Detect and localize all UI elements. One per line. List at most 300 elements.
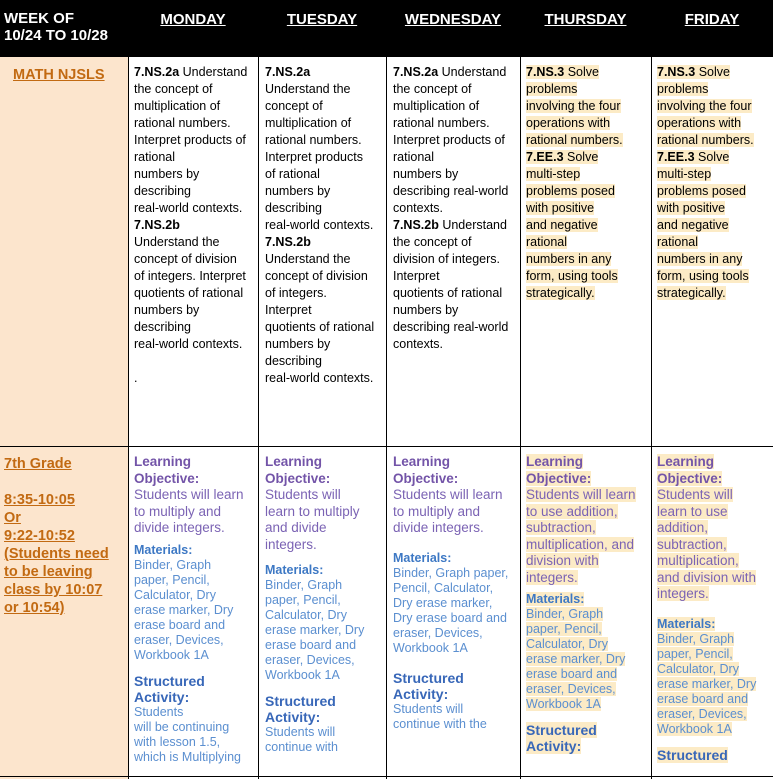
structured-activity-text	[393, 717, 520, 732]
learning-objective-text	[526, 570, 651, 587]
standards-line	[265, 64, 386, 81]
standards-line	[657, 115, 773, 132]
grade-schedule-line: class by 10:07	[4, 582, 103, 598]
standards-line	[265, 115, 386, 132]
standards-line-text	[393, 99, 479, 113]
plan-tuesday	[265, 454, 386, 776]
row-label-grade-schedule	[4, 455, 128, 617]
standard-text: multiplication of	[265, 116, 352, 130]
learning-objective-heading-text: Learning	[393, 454, 451, 469]
standard-text: numbers by	[393, 167, 459, 181]
standard-text: numbers by	[134, 303, 200, 317]
standards-line	[134, 132, 258, 149]
structured-activity-heading-text: Activity:	[265, 709, 321, 725]
standards-line-text	[393, 303, 458, 317]
standard-text: numbers by	[265, 184, 331, 198]
learning-objective-text-text: Students will learn	[134, 487, 244, 502]
learning-objective-heading	[657, 471, 773, 488]
learning-objective-text	[265, 504, 386, 521]
standards-line-text	[134, 218, 180, 232]
plan-monday	[134, 454, 258, 776]
learning-objective-text	[526, 537, 651, 554]
standards-line-text	[526, 201, 594, 215]
learning-objective-heading	[265, 454, 386, 471]
learning-objective-text-text: learn to multiply	[265, 503, 360, 519]
structured-activity-heading	[393, 670, 520, 686]
standards-line	[265, 234, 386, 251]
standards-line-text	[393, 201, 443, 215]
standards-line-text	[657, 286, 726, 300]
standard-text: Interpret products	[265, 150, 363, 164]
standards-line	[265, 183, 386, 200]
standards-line	[134, 285, 258, 302]
materials-text-text: Calculator, Dry	[265, 608, 347, 622]
standard-text: quotients of rational	[393, 286, 503, 300]
standards-line-text	[526, 252, 611, 266]
structured-activity-text-text: which is Multiplying	[134, 749, 241, 764]
standard-text: operations with	[657, 116, 742, 130]
materials-text-text: Workbook 1A	[526, 697, 601, 711]
spacer	[526, 712, 651, 722]
standard-text: rational numbers.	[526, 133, 623, 147]
standards-line-text	[657, 269, 749, 283]
standard-text: form, using tools	[657, 269, 749, 283]
structured-activity-heading-text: Structured	[526, 722, 597, 738]
standards-line	[393, 149, 520, 166]
standards-line	[134, 81, 258, 98]
spacer	[134, 663, 258, 673]
standards-line-text	[657, 167, 711, 181]
learning-objective-heading	[393, 471, 520, 488]
spacer	[393, 537, 520, 551]
structured-activity-text	[265, 725, 386, 740]
learning-objective-text-text: addition,	[657, 520, 709, 535]
structured-activity-text-text: will be continuing	[134, 719, 230, 734]
materials-text	[526, 607, 651, 622]
learning-objective-text	[657, 504, 773, 521]
standards-line	[393, 319, 520, 336]
standards-line-text	[134, 116, 231, 130]
materials-heading-text: Materials:	[526, 592, 585, 606]
standards-line-text	[265, 218, 373, 232]
materials-text	[265, 593, 386, 608]
standards-line	[526, 200, 651, 217]
standards-wednesday	[393, 64, 520, 353]
materials-text-text: paper, Pencil,	[265, 593, 341, 607]
standards-line	[265, 132, 386, 149]
grid-line	[0, 446, 773, 447]
standards-line-text	[393, 150, 434, 164]
learning-objective-text-text: learn to use	[657, 503, 728, 519]
standard-text: Interpret products of	[134, 133, 246, 147]
standard-text: describing	[134, 320, 191, 334]
materials-text-text: erase marker, Dry	[657, 676, 757, 691]
structured-activity-heading	[393, 686, 520, 702]
learning-objective-text	[265, 537, 386, 554]
learning-objective-text-text: integers.	[526, 569, 578, 585]
standard-text: rational numbers.	[393, 116, 490, 130]
standards-line	[393, 234, 520, 251]
learning-objective-heading-text: Learning	[657, 454, 715, 469]
standard-text: Understand	[438, 65, 507, 79]
grade-schedule-line: 8:35-10:05	[4, 492, 75, 508]
standard-text: problems	[657, 82, 709, 96]
structured-activity-heading-text: Activity:	[393, 685, 449, 702]
grade-schedule-line	[4, 473, 128, 491]
standards-line	[657, 268, 773, 285]
grade-schedule-line: 7th Grade	[4, 456, 72, 472]
standard-text: numbers in any	[526, 252, 612, 266]
standards-line	[265, 302, 386, 319]
learning-objective-text-text: integers.	[657, 586, 709, 601]
learning-objective-text	[526, 553, 651, 570]
learning-objective-heading	[134, 471, 258, 488]
standard-text: the concept of	[393, 82, 472, 96]
structured-activity-text-text: continue with the	[393, 716, 487, 731]
standard-text: describing	[265, 354, 322, 368]
standards-line	[134, 183, 258, 200]
grade-schedule-line: 9:22-10:52	[4, 528, 75, 544]
standards-line	[657, 149, 773, 166]
standards-line-text	[657, 252, 742, 266]
standards-line	[265, 149, 386, 166]
standards-line-text	[526, 269, 618, 283]
standard-text: contexts.	[393, 337, 444, 351]
standards-line-text	[657, 184, 746, 198]
structured-activity-text	[134, 720, 258, 735]
materials-text	[134, 588, 258, 603]
grade-schedule-line: Or	[4, 510, 21, 526]
standards-line	[265, 336, 386, 353]
standard-text: describing	[134, 184, 191, 198]
standards-line	[526, 132, 651, 149]
standards-line-text	[265, 65, 310, 79]
standards-line	[393, 115, 520, 132]
standards-line-text	[265, 201, 322, 215]
grade-schedule-line: (Students need	[4, 546, 109, 562]
materials-heading	[134, 543, 258, 558]
standard-code: 7.NS.2a	[265, 65, 311, 79]
standards-line	[134, 98, 258, 115]
standards-line-text	[265, 252, 350, 266]
learning-objective-heading	[657, 454, 773, 471]
materials-text-text: Workbook 1A	[134, 647, 209, 662]
standards-line	[393, 64, 520, 81]
materials-text	[657, 632, 773, 647]
standards-line-text	[526, 167, 580, 181]
grid-line	[258, 57, 259, 779]
standard-text: rational	[657, 235, 698, 249]
materials-text	[393, 611, 520, 626]
standard-text: problems posed	[526, 184, 615, 198]
spacer	[393, 656, 520, 670]
learning-objective-text	[393, 520, 520, 537]
standards-line	[526, 183, 651, 200]
materials-text-text: Binder, Graph paper,	[393, 565, 509, 580]
learning-objective-text	[393, 487, 520, 504]
learning-objective-text	[657, 487, 773, 504]
materials-text-text: erase marker, Dry	[526, 652, 626, 666]
standard-text: Understand	[438, 218, 507, 232]
standards-line-text	[134, 303, 199, 317]
spacer	[265, 553, 386, 563]
standards-line-text	[657, 116, 741, 130]
learning-objective-text	[134, 520, 258, 537]
standards-line-text	[393, 235, 472, 249]
materials-text-text: erase board and	[657, 691, 749, 706]
materials-text	[393, 596, 520, 611]
standard-text: numbers by	[134, 167, 200, 181]
structured-activity-heading-text: Structured	[265, 693, 336, 709]
grade-schedule-line: or 10:54)	[4, 600, 65, 616]
grid-line	[386, 57, 387, 779]
standards-line-text	[393, 252, 500, 266]
materials-heading	[265, 563, 386, 578]
materials-text	[134, 573, 258, 588]
standard-text: problems posed	[657, 184, 746, 198]
learning-objective-heading-text: Learning	[134, 454, 192, 469]
materials-text-text: eraser, Devices,	[526, 682, 616, 696]
standards-monday	[134, 64, 258, 387]
structured-activity-text-text: Students will	[393, 701, 464, 716]
learning-objective-heading-text: Objective:	[657, 470, 723, 486]
standards-line	[526, 166, 651, 183]
structured-activity-text	[134, 705, 258, 720]
standards-line	[134, 217, 258, 234]
standards-friday	[657, 64, 773, 302]
standards-line-text	[393, 337, 443, 351]
standards-line	[134, 200, 258, 217]
standard-text: describing real-world	[393, 320, 509, 334]
learning-objective-text-text: and division with	[657, 569, 757, 585]
standards-line	[393, 132, 520, 149]
learning-objective-heading-text: Objective:	[526, 470, 592, 486]
standard-code: 7.NS.2b	[393, 218, 439, 232]
standards-line-text	[526, 65, 599, 79]
standards-line	[134, 319, 258, 336]
standards-line	[526, 64, 651, 81]
standard-text: numbers by	[393, 303, 459, 317]
standard-text: Interpret products of	[393, 133, 505, 147]
learning-objective-heading-text: Learning	[265, 454, 323, 469]
standards-line-text	[526, 218, 598, 232]
structured-activity-heading-text: Structured	[393, 669, 464, 686]
standards-line	[134, 302, 258, 319]
standard-text: Understand	[179, 65, 248, 79]
structured-activity-heading	[526, 722, 651, 738]
learning-objective-text	[526, 487, 651, 504]
materials-text	[134, 633, 258, 648]
structured-activity-heading-text: Structured	[657, 746, 728, 763]
learning-objective-text-text: multiplication, and	[526, 536, 635, 552]
standards-line-text	[526, 133, 623, 147]
standards-line-text	[265, 320, 374, 334]
structured-activity-text-text: Students	[134, 704, 184, 719]
learning-objective-text-text: divide integers.	[393, 520, 484, 535]
standards-line-text	[265, 99, 323, 113]
standard-text: contexts.	[393, 201, 444, 215]
standards-line	[393, 285, 520, 302]
materials-text-text: erase board and	[134, 617, 226, 632]
materials-text-text: paper, Pencil,	[526, 622, 602, 636]
standards-line	[657, 132, 773, 149]
learning-objective-text-text: to multiply and	[393, 503, 481, 519]
standards-line-text	[134, 235, 219, 249]
standard-code: 7.EE.3	[526, 150, 564, 164]
standards-line-text	[657, 150, 729, 164]
standards-line	[265, 166, 386, 183]
plan-wednesday	[393, 454, 520, 776]
standard-text: describing real-world	[393, 184, 509, 198]
learning-objective-heading	[526, 471, 651, 488]
grade-schedule-line: to be leaving	[4, 564, 93, 580]
standard-text: and negative	[657, 218, 729, 232]
day-header-wednesday: WEDNESDAY	[404, 11, 502, 28]
standards-line-text	[393, 184, 508, 198]
day-header-tuesday: TUESDAY	[286, 11, 358, 28]
standards-line	[393, 200, 520, 217]
standard-text: concept of division	[134, 252, 237, 266]
standards-line-text	[134, 167, 199, 181]
week-label-line-2: 10/24 TO 10/28	[4, 27, 108, 44]
standards-line	[134, 370, 258, 387]
learning-objective-heading	[393, 454, 520, 471]
materials-text-text: Binder, Graph	[265, 578, 343, 592]
spacer	[265, 683, 386, 693]
learning-objective-text-text: and divide	[265, 520, 327, 535]
standards-line-text	[657, 235, 698, 249]
learning-objective-text	[393, 504, 520, 521]
standard-text: Solve	[694, 150, 730, 164]
materials-text-text: Dry erase marker,	[393, 595, 493, 610]
standard-text: rational numbers.	[134, 116, 231, 130]
materials-text	[134, 558, 258, 573]
materials-text-text: Calculator, Dry	[134, 587, 216, 602]
standard-text: Interpret	[393, 269, 440, 283]
standards-line	[393, 251, 520, 268]
learning-objective-text	[526, 520, 651, 537]
standard-text: real-world contexts.	[134, 201, 243, 215]
materials-text-text: erase board and	[265, 638, 357, 652]
standard-text: and negative	[526, 218, 598, 232]
standards-line-text	[134, 184, 191, 198]
learning-objective-text-text: Students will	[265, 487, 341, 502]
standards-line	[134, 149, 258, 166]
standards-line-text	[134, 99, 220, 113]
standards-line-text	[393, 286, 502, 300]
standards-line	[657, 81, 773, 98]
standards-line	[657, 183, 773, 200]
structured-activity-text	[134, 750, 258, 765]
learning-objective-text-text: to use addition,	[526, 503, 618, 519]
learning-objective-text	[657, 537, 773, 554]
materials-text-text: Calculator, Dry	[526, 637, 608, 651]
standard-text: quotients of rational	[265, 320, 375, 334]
standard-text: real-world contexts.	[134, 337, 243, 351]
learning-objective-text-text: subtraction,	[526, 520, 596, 535]
structured-activity-heading	[265, 709, 386, 725]
standard-text: the concept of	[393, 235, 472, 249]
materials-text-text: paper, Pencil,	[657, 646, 733, 661]
standards-line	[134, 336, 258, 353]
structured-activity-text	[265, 740, 386, 755]
learning-objective-heading	[265, 471, 386, 488]
structured-activity-text-text: Students will	[265, 725, 336, 739]
materials-text-text: eraser, Devices,	[265, 653, 355, 667]
standards-line	[526, 217, 651, 234]
standards-line	[265, 370, 386, 387]
standard-text: with positive	[657, 201, 726, 215]
learning-objective-text-text: integers.	[265, 536, 317, 552]
learning-objective-text	[265, 520, 386, 537]
standards-line	[657, 251, 773, 268]
materials-text	[134, 648, 258, 663]
plan-friday	[657, 454, 773, 776]
materials-text	[134, 618, 258, 633]
plan-thursday	[526, 454, 651, 776]
materials-text	[657, 677, 773, 692]
standards-line	[657, 200, 773, 217]
standard-text: multiplication of	[134, 99, 221, 113]
materials-heading	[393, 551, 520, 566]
standards-line-text	[393, 116, 490, 130]
standards-line	[657, 285, 773, 302]
grid-line	[651, 57, 652, 779]
standards-line	[526, 149, 651, 166]
learning-objective-text	[134, 487, 258, 504]
materials-text-text: eraser, Devices,	[657, 706, 747, 721]
standards-line-text	[526, 184, 615, 198]
standard-text: strategically.	[657, 286, 726, 300]
materials-text	[657, 692, 773, 707]
standards-line	[526, 81, 651, 98]
standards-line	[526, 115, 651, 132]
learning-objective-text-text: multiplication,	[657, 553, 739, 568]
standards-line-text	[393, 167, 458, 181]
standards-line	[265, 251, 386, 268]
spacer	[657, 737, 773, 747]
standards-line	[134, 268, 258, 285]
row-label-math-njsls: MATH NJSLS	[13, 67, 105, 83]
standards-line-text	[526, 99, 621, 113]
standards-line	[393, 217, 520, 234]
standards-line-text	[657, 201, 725, 215]
materials-text	[526, 667, 651, 682]
standards-line-text	[134, 133, 246, 147]
materials-heading-text: Materials:	[265, 563, 324, 577]
materials-text	[526, 637, 651, 652]
materials-text-text: eraser, Devices,	[393, 625, 483, 640]
standard-text: Understand the	[134, 235, 220, 249]
standards-line-text	[526, 82, 577, 96]
standards-line-text	[393, 82, 472, 96]
standards-line	[657, 234, 773, 251]
materials-text	[265, 638, 386, 653]
standards-line-text	[265, 337, 330, 351]
standards-line-text	[526, 235, 567, 249]
standard-text: Understand the	[265, 82, 351, 96]
materials-text-text: erase marker, Dry	[134, 602, 234, 617]
standards-line	[526, 234, 651, 251]
learning-objective-text-text: to multiply and	[134, 503, 222, 519]
learning-objective-text-text: Students will learn	[526, 487, 636, 502]
materials-heading-text: Materials:	[134, 542, 193, 557]
day-header-friday: FRIDAY	[684, 11, 740, 28]
standards-line-text	[526, 116, 610, 130]
standards-line-text	[134, 320, 191, 334]
week-label	[4, 10, 124, 44]
standard-text: Understand the	[265, 252, 351, 266]
